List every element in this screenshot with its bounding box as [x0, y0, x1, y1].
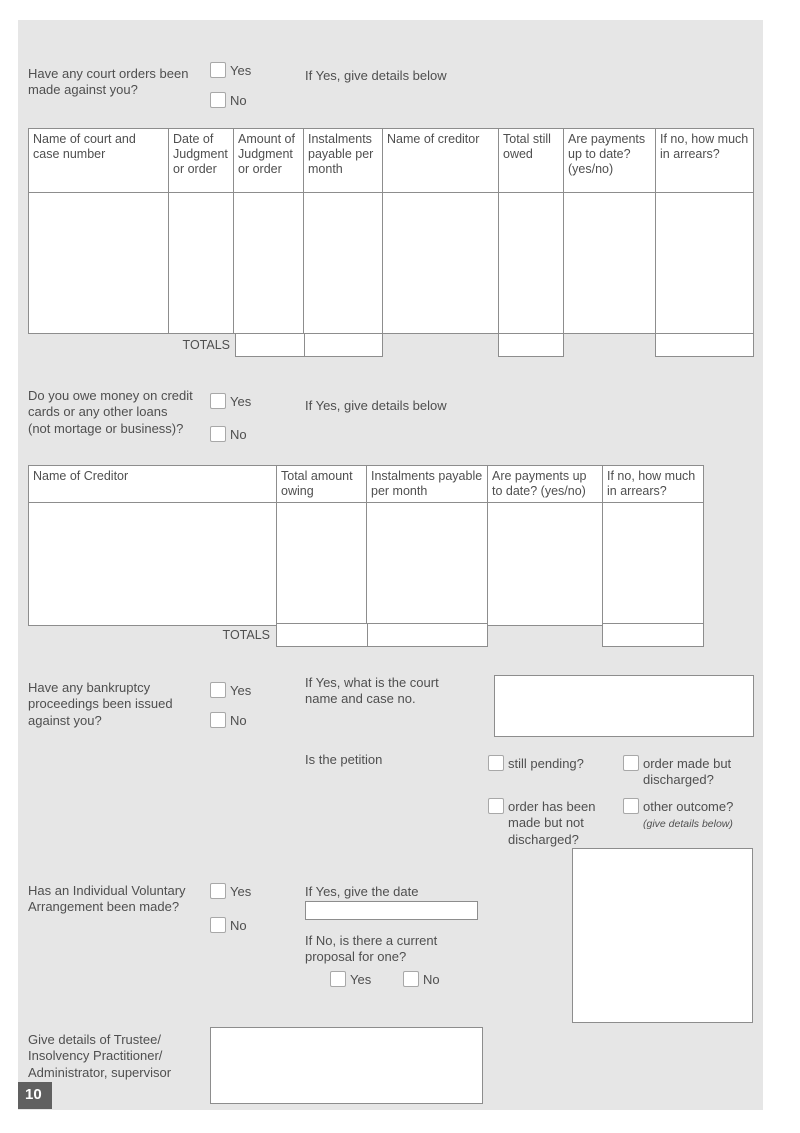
trustee-prompt: Give details of Trustee/ Insolvency Practitioner/ Administrator, supervisor [28, 1032, 172, 1080]
cell-creditor-name[interactable] [383, 193, 499, 334]
credit-cards-no-option [210, 426, 247, 443]
order-not-discharged-label: order has been made but not discharged? [508, 799, 596, 847]
credit-cards-yes-label: Yes [230, 394, 252, 409]
iva-yes-checkbox[interactable] [210, 883, 226, 899]
cell-judgment-amount[interactable] [234, 193, 304, 334]
proposal-no-label: No [423, 972, 440, 987]
petition-order-made-discharged-option [623, 755, 753, 789]
bankruptcy-yes-option [210, 682, 251, 699]
col-header-creditor-name: Name of Creditor [29, 466, 277, 503]
court-orders-yes-option [210, 62, 251, 79]
col-header-payments-up-to-date: Are payments up to date? (yes/no) [488, 466, 603, 503]
col-header-creditor-name: Name of creditor [383, 129, 499, 193]
credit-cards-totals-owing-instalments-box[interactable] [276, 623, 488, 647]
col-header-arrears: If no, how much in arrears? [603, 466, 704, 503]
bankruptcy-no-checkbox[interactable] [210, 712, 226, 728]
credit-cards-totals-label: TOTALS [222, 628, 270, 642]
petition-still-pending-option [488, 755, 618, 772]
credit-cards-hint: If Yes, give details below [305, 398, 447, 413]
court-orders-totals-label: TOTALS [182, 338, 230, 352]
court-orders-table [28, 128, 754, 334]
iva-proposal-yes-option [330, 971, 371, 988]
still-pending-checkbox[interactable] [488, 755, 504, 771]
court-orders-table-entry-row [29, 193, 754, 334]
credit-cards-table [28, 465, 704, 626]
petition-order-not-discharged-option [488, 798, 618, 848]
credit-cards-totals-arrears-box[interactable] [602, 623, 704, 647]
cell-payments-up-to-date[interactable] [564, 193, 656, 334]
col-header-instalments: Instalments payable per month [304, 129, 383, 193]
bankruptcy-court-name-field[interactable] [494, 675, 754, 737]
proposal-yes-label: Yes [350, 972, 372, 987]
credit-cards-no-checkbox[interactable] [210, 426, 226, 442]
col-header-instalments: Instalments payable per month [367, 466, 488, 503]
iva-no-label: No [230, 918, 247, 933]
court-orders-no-option [210, 92, 247, 109]
bankruptcy-no-label: No [230, 713, 247, 728]
petition-prompt: Is the petition [305, 752, 383, 767]
other-outcome-checkbox[interactable] [623, 798, 639, 814]
credit-cards-question: Do you owe money on credit cards or any other loans (not mortage or business)? [28, 388, 193, 436]
col-header-total-owed: Total still owed [499, 129, 564, 193]
iva-date-field[interactable] [305, 901, 478, 920]
bankruptcy-question: Have any bankruptcy proceedings been issued against you? [28, 680, 173, 728]
iva-proposal-no-option [403, 971, 440, 988]
iva-proposal-prompt: If No, is there a current proposal for one? [305, 933, 438, 965]
totals-box-divider [304, 334, 305, 356]
court-orders-no-checkbox[interactable] [210, 92, 226, 108]
page-number-badge: 10 [18, 1082, 52, 1109]
cell-judgment-date[interactable] [169, 193, 234, 334]
bankruptcy-no-option [210, 712, 247, 729]
court-orders-hint: If Yes, give details below [305, 68, 447, 83]
bankruptcy-yes-label: Yes [230, 683, 252, 698]
petition-other-outcome-option [623, 798, 755, 832]
cell-arrears[interactable] [603, 502, 704, 625]
cell-instalments[interactable] [367, 502, 488, 625]
iva-yes-option [210, 883, 251, 900]
col-header-court-case: Name of court and case number [29, 129, 169, 193]
proposal-yes-checkbox[interactable] [330, 971, 346, 987]
still-pending-label: still pending? [508, 756, 584, 771]
court-orders-yes-checkbox[interactable] [210, 62, 226, 78]
other-outcome-label [643, 799, 751, 832]
iva-question: Has an Individual Voluntary Arrangement been made? [28, 883, 186, 915]
order-made-discharged-label: order made but discharged? [643, 756, 732, 788]
col-header-judgment-amount: Amount of Judgment or order [234, 129, 304, 193]
trustee-details-field[interactable] [210, 1027, 483, 1104]
court-orders-no-label: No [230, 93, 247, 108]
credit-cards-yes-option [210, 393, 251, 410]
court-orders-totals-arrears-box[interactable] [655, 333, 754, 357]
bankruptcy-details-field[interactable] [572, 848, 753, 1023]
cell-total-owing[interactable] [277, 502, 367, 625]
credit-cards-yes-checkbox[interactable] [210, 393, 226, 409]
order-made-discharged-checkbox[interactable] [623, 755, 639, 771]
iva-yes-label: Yes [230, 884, 252, 899]
col-header-arrears: If no, how much in arrears? [656, 129, 754, 193]
cell-payments-up-to-date[interactable] [488, 502, 603, 625]
col-header-judgment-date: Date of Judgment or order [169, 129, 234, 193]
court-orders-totals-amount-instalments-box[interactable] [235, 333, 383, 357]
iva-no-option [210, 917, 247, 934]
bankruptcy-yes-checkbox[interactable] [210, 682, 226, 698]
cell-instalments[interactable] [304, 193, 383, 334]
other-outcome-text: other outcome? [643, 799, 734, 814]
iva-no-checkbox[interactable] [210, 917, 226, 933]
col-header-payments-up-to-date: Are payments up to date? (yes/no) [564, 129, 656, 193]
credit-cards-table-header-row [29, 466, 704, 503]
court-orders-totals-owed-box[interactable] [498, 333, 564, 357]
totals-box-divider [367, 624, 368, 646]
court-orders-yes-label: Yes [230, 63, 252, 78]
proposal-no-checkbox[interactable] [403, 971, 419, 987]
cell-arrears[interactable] [656, 193, 754, 334]
iva-date-prompt: If Yes, give the date [305, 884, 419, 899]
order-not-discharged-checkbox[interactable] [488, 798, 504, 814]
cell-total-owed[interactable] [499, 193, 564, 334]
other-outcome-note: (give details below) [643, 818, 733, 831]
court-orders-question: Have any court orders been made against you? [28, 66, 189, 98]
col-header-total-owing: Total amount owing [277, 466, 367, 503]
cell-creditor-name[interactable] [29, 502, 277, 625]
cell-court-case[interactable] [29, 193, 169, 334]
credit-cards-table-entry-row [29, 502, 704, 625]
credit-cards-no-label: No [230, 427, 247, 442]
court-orders-table-header-row [29, 129, 754, 193]
bankruptcy-court-prompt: If Yes, what is the court name and case no. [305, 675, 439, 707]
